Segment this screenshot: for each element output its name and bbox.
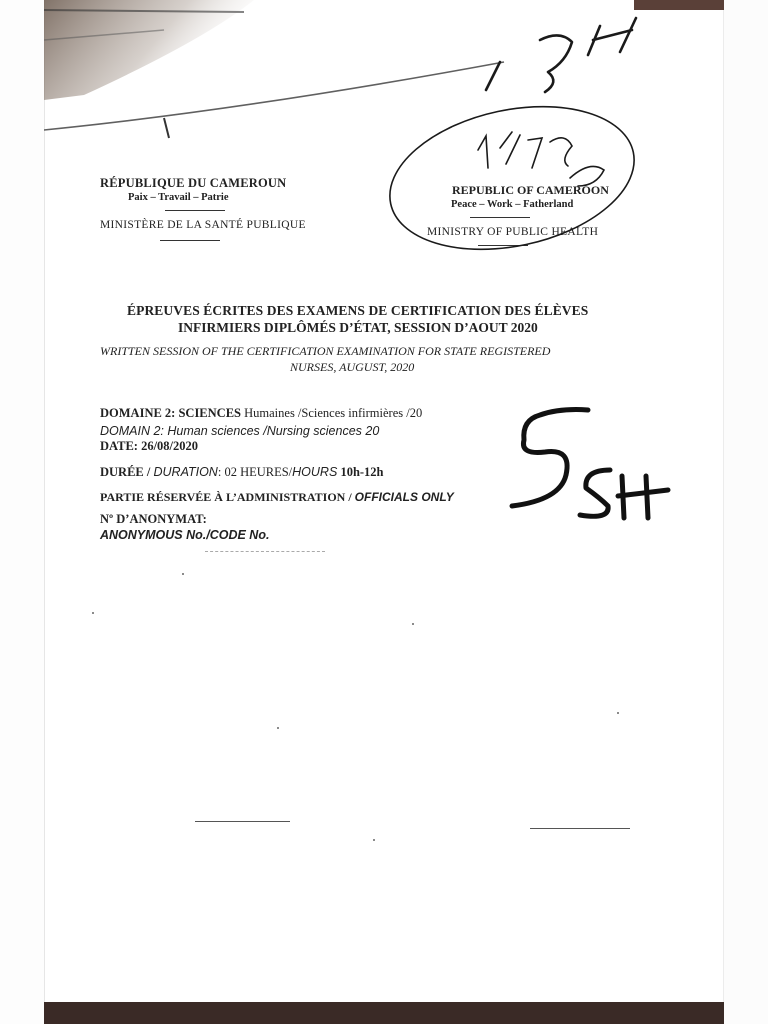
- signature-line-left: [195, 821, 290, 822]
- exam-title-fr-line1: ÉPREUVES ÉCRITES DES EXAMENS DE CERTIFICATION DES ÉLÈVES: [127, 303, 589, 318]
- officials-fr-label: PARTIE RÉSERVÉE À L’ADMINISTRATION /: [100, 490, 355, 504]
- header-fr-divider: [165, 210, 225, 211]
- signature-line-right: [530, 828, 630, 829]
- exam-title-en-line2: NURSES, AUGUST, 2020: [290, 360, 415, 374]
- header-fr-ministry: MINISTÈRE DE LA SANTÉ PUBLIQUE: [100, 219, 306, 231]
- anonymous-number-fr: Nº D’ANONYMAT:: [100, 512, 207, 526]
- anonymous-number-en: ANONYMOUS No./CODE No.: [100, 528, 270, 542]
- scan-speck: [617, 712, 619, 714]
- scan-right-margin: [723, 0, 768, 1024]
- header-fr-country: RÉPUBLIQUE DU CAMEROUN: [100, 176, 287, 190]
- duration-en-label: DURATION: [153, 465, 218, 479]
- duration-value: : 02 HEURES/: [217, 465, 293, 479]
- header-en-country: REPUBLIC OF CAMEROON: [452, 183, 609, 197]
- domain-fr-value: Humaines /Sciences infirmières /20: [241, 406, 423, 420]
- header-fr-divider: [160, 240, 220, 241]
- exam-title-en-line1: WRITTEN SESSION OF THE CERTIFICATION EXAMINATION FOR STATE REGISTERED: [100, 344, 551, 358]
- duration-fr-label: DURÉE /: [100, 465, 154, 479]
- duration-hours-label: HOURS: [292, 465, 338, 479]
- domain-fr: [100, 406, 422, 421]
- scan-bottom-edge: [44, 1002, 724, 1024]
- officials-en-label: OFFICIALS ONLY: [354, 490, 454, 504]
- exam-duration: [100, 465, 384, 480]
- scan-speck: [182, 573, 184, 575]
- exam-date: DATE: 26/08/2020: [100, 439, 199, 453]
- duration-time: 10h-12h: [337, 465, 384, 479]
- domain-fr-label: DOMAINE 2: SCIENCES: [100, 406, 241, 420]
- officials-only-section: [100, 490, 454, 505]
- header-en-divider: [478, 245, 528, 246]
- header-en-motto: Peace – Work – Fatherland: [451, 199, 574, 210]
- code-dotted-line: [205, 551, 325, 552]
- scan-left-margin: [0, 0, 45, 1024]
- handwritten-big-mark: [512, 410, 668, 518]
- domain-en: DOMAIN 2: Human sciences /Nursing sciences 20: [100, 424, 380, 438]
- header-en-divider: [470, 217, 530, 218]
- exam-title-fr-line2: INFIRMIERS DIPLÔMÉS D’ÉTAT, SESSION D’AOUT 2020: [178, 320, 538, 335]
- scan-speck: [373, 839, 375, 841]
- scan-speck: [412, 623, 414, 625]
- header-en-ministry: MINISTRY OF PUBLIC HEALTH: [427, 226, 599, 238]
- scan-diagonal-line: [44, 0, 724, 140]
- header-fr-motto: Paix – Travail – Patrie: [128, 192, 229, 203]
- scan-speck: [92, 612, 94, 614]
- scan-speck: [277, 727, 279, 729]
